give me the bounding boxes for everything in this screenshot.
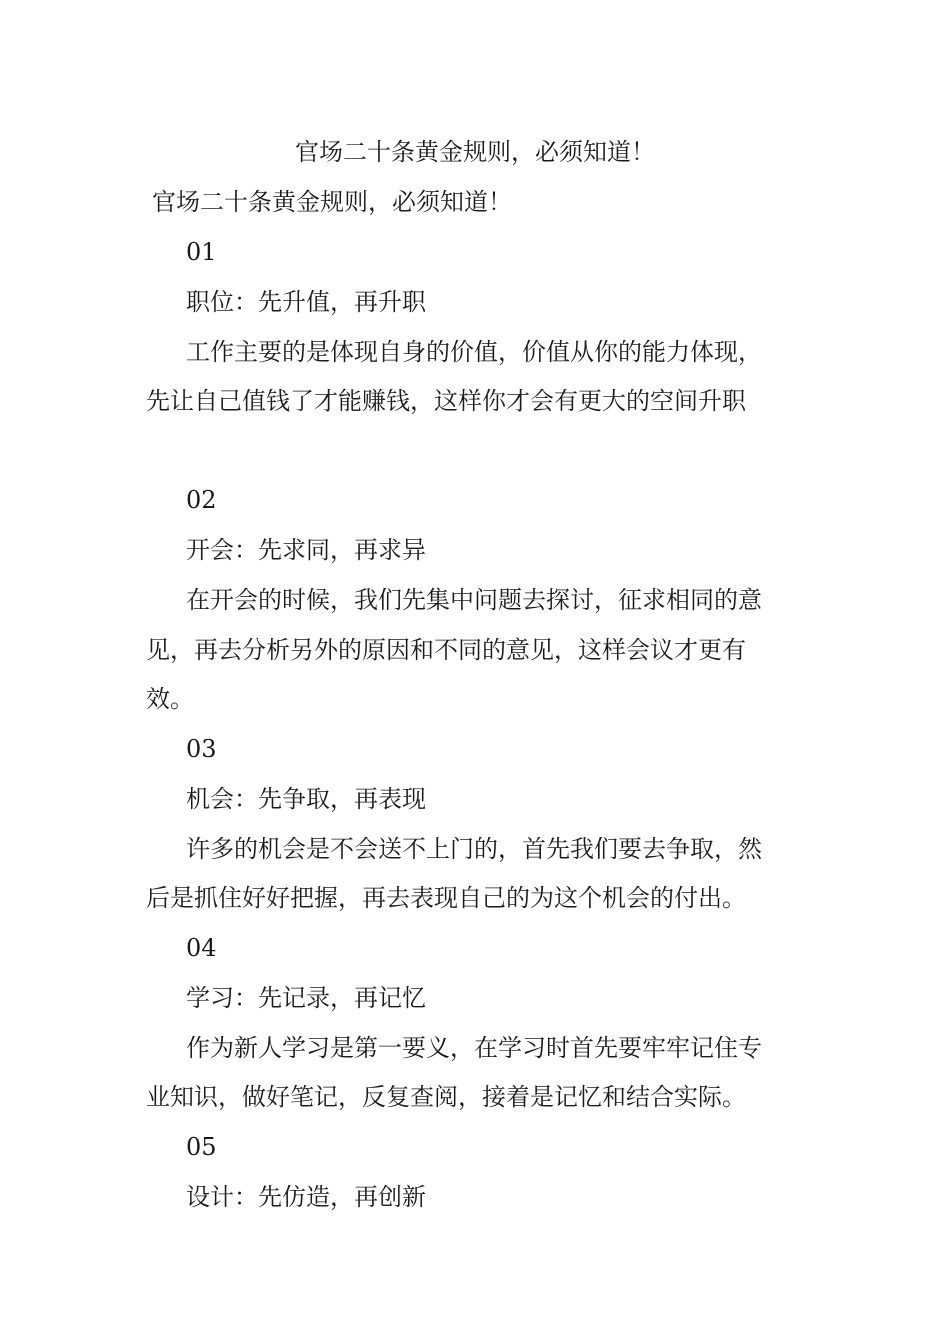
section-heading-02: 开会：先求同，再求异 bbox=[186, 536, 426, 564]
section-heading-04: 学习：先记录，再记忆 bbox=[186, 984, 426, 1012]
section-heading-01: 职位：先升值，再升职 bbox=[186, 288, 426, 316]
section-number-01: 01 bbox=[186, 238, 217, 266]
section-body-line: 先让自己值钱了才能赚钱，这样你才会有更大的空间升职 bbox=[146, 387, 746, 415]
section-body-line: 在开会的时候，我们先集中问题去探讨，征求相同的意 bbox=[186, 586, 762, 614]
document-title: 官场二十条黄金规则，必须知道！ bbox=[295, 138, 655, 166]
section-heading-03: 机会：先争取，再表现 bbox=[186, 785, 426, 813]
section-heading-05: 设计：先仿造，再创新 bbox=[186, 1183, 426, 1211]
document-subtitle: 官场二十条黄金规则，必须知道！ bbox=[152, 188, 512, 216]
section-number-02: 02 bbox=[186, 486, 217, 514]
section-number-05: 05 bbox=[186, 1133, 217, 1161]
section-body-line: 后是抓住好好把握，再去表现自己的为这个机会的付出。 bbox=[146, 884, 746, 912]
section-body-line: 许多的机会是不会送不上门的，首先我们要去争取，然 bbox=[186, 835, 762, 863]
section-body-line: 见，再去分析另外的原因和不同的意见，这样会议才更有 bbox=[146, 636, 746, 664]
section-body-line: 业知识，做好笔记，反复查阅，接着是记忆和结合实际。 bbox=[146, 1083, 746, 1111]
section-body-line: 效。 bbox=[146, 685, 194, 713]
section-number-04: 04 bbox=[186, 934, 217, 962]
section-body-line: 作为新人学习是第一要义，在学习时首先要牢牢记住专 bbox=[186, 1034, 762, 1062]
section-body-line: 工作主要的是体现自身的价值，价值从你的能力体现， bbox=[186, 338, 762, 366]
section-number-03: 03 bbox=[186, 735, 217, 763]
